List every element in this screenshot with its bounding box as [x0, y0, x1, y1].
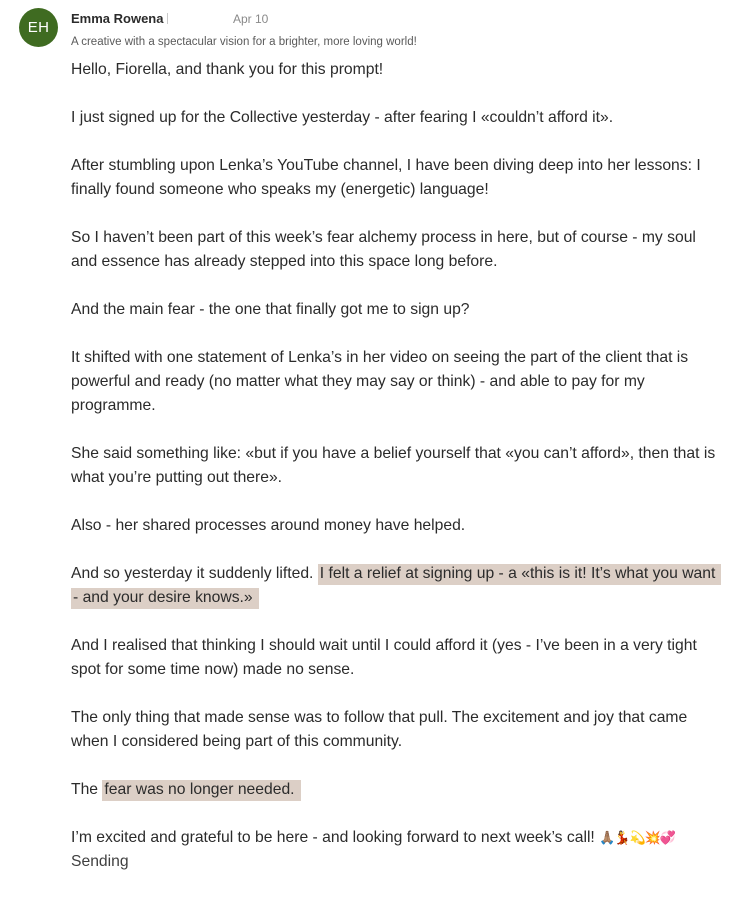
paragraph: She said something like: «but if you have a belief yourself that «you can’t afford», then that is what you’re putting out there». — [71, 445, 716, 486]
emoji-group: 🙏🏽💃💫💥💞 — [599, 830, 676, 845]
author-tagline: A creative with a spectacular vision for a brighter, more loving world! — [71, 36, 417, 48]
paragraph: It shifted with one statement of Lenka’s in her video on seeing the part of the client that is powerful and ready (no matter what they may say or think) - and able to pay for my programme. — [71, 349, 689, 414]
paragraph-partial: Sending — [71, 853, 129, 870]
name-divider — [167, 13, 168, 24]
post-date[interactable]: Apr 10 — [233, 12, 269, 26]
text-highlight[interactable]: I felt a relief at signing up - a «this is it! It’s what you want - and your desire knows.» — [71, 564, 721, 609]
paragraph-text: And so yesterday it suddenly lifted. — [71, 565, 314, 582]
paragraph: Hello, Fiorella, and thank you for this prompt! — [71, 61, 384, 78]
paragraph-with-emoji — [71, 826, 716, 850]
text-highlight[interactable]: fear was no longer needed. — [102, 780, 300, 801]
paragraph: And the main fear - the one that finally got me to sign up? — [71, 301, 470, 318]
post-header — [71, 10, 711, 28]
post-body — [71, 58, 716, 870]
paragraph: And I realised that thinking I should wait until I could afford it (yes - I’ve been in a very tight spot for some time now) made no sense. — [71, 637, 697, 678]
paragraph: I just signed up for the Collective yesterday - after fearing I «couldn’t afford it». — [71, 109, 614, 126]
paragraph-with-highlight — [71, 778, 716, 802]
paragraph-text: I’m excited and grateful to be here - and looking forward to next week’s call! — [71, 829, 595, 846]
paragraph-with-highlight — [71, 562, 716, 610]
paragraph: So I haven’t been part of this week’s fear alchemy process in here, but of course - my soul and essence has already stepped into this space long before. — [71, 229, 696, 270]
avatar[interactable]: EH — [19, 8, 58, 47]
author-name[interactable]: Emma Rowena — [71, 11, 164, 26]
paragraph: The only thing that made sense was to follow that pull. The excitement and joy that came when I considered being part of this community. — [71, 709, 688, 750]
paragraph-text: The — [71, 781, 99, 798]
paragraph: Also - her shared processes around money have helped. — [71, 517, 466, 534]
paragraph: After stumbling upon Lenka’s YouTube channel, I have been diving deep into her lessons: I finally found someone who speaks my (energetic) language! — [71, 157, 701, 198]
